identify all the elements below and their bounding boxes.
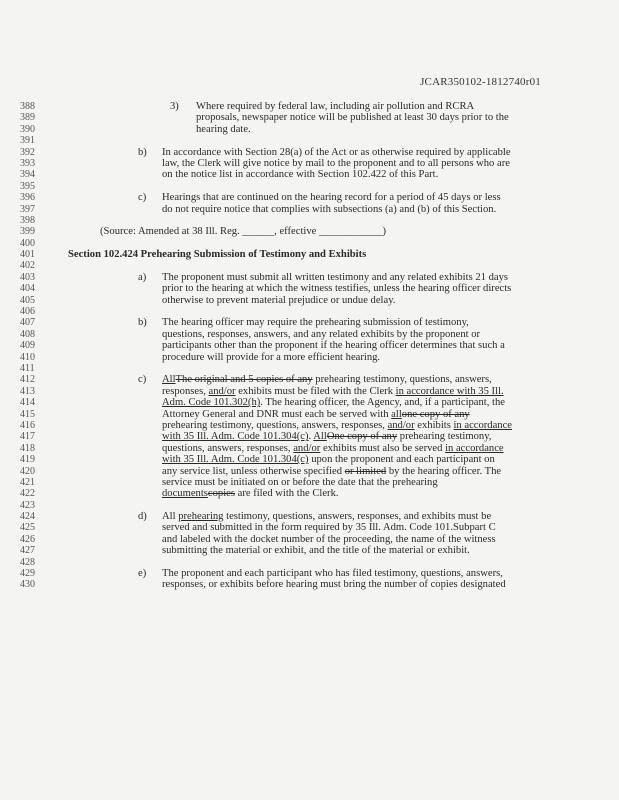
line-text <box>162 147 511 158</box>
text-segment: questions, responses, answers, and any related exhibits by the proponent or <box>162 328 481 340</box>
text-line <box>20 488 600 499</box>
text-segment: responses, or exhibits before hearing must bring the number of copies designated <box>162 579 506 591</box>
text-line <box>20 101 600 112</box>
text-segment: The hearing officer may require the prehearing submission of testimony, <box>162 317 469 329</box>
line-text <box>162 420 512 431</box>
inserted-text: all <box>391 408 402 420</box>
line-number: 395 <box>20 180 35 192</box>
text-line <box>20 579 600 590</box>
line-text <box>162 431 491 442</box>
line-text <box>162 169 438 180</box>
line-text <box>162 295 395 306</box>
text-line <box>20 466 600 477</box>
line-text <box>68 249 366 260</box>
deleted-text: one copy of any <box>401 408 470 420</box>
text-line <box>20 352 600 363</box>
text-line <box>20 158 600 169</box>
line-number: 399 <box>20 226 35 238</box>
inserted-text: and/or <box>293 442 321 454</box>
text-segment: prehearing testimony, questions, answers, <box>312 374 492 386</box>
text-segment: (Source: Amended at 38 Ill. Reg. ______, effective ____________) <box>100 226 387 238</box>
line-number: 414 <box>20 397 35 409</box>
deleted-text: or limited <box>344 465 387 477</box>
inserted-text: in accordance <box>453 419 513 431</box>
line-number: 406 <box>20 306 35 318</box>
text-line <box>20 454 600 465</box>
text-segment: exhibits must also be served <box>320 442 446 454</box>
text-segment: on the notice list in accordance with Section 102.422 of this Part. <box>162 169 439 181</box>
subsection-marker: 3) <box>170 101 179 112</box>
text-segment: testimony, questions, answers, responses, and exhibits must be <box>223 511 492 523</box>
line-number: 418 <box>20 442 35 454</box>
text-line <box>20 238 600 249</box>
line-text <box>162 443 504 454</box>
line-text <box>196 101 474 112</box>
line-number: 397 <box>20 203 35 215</box>
text-segment: . The hearing officer, the Agency, and, if a participant, the <box>260 397 505 409</box>
text-line <box>20 272 600 283</box>
line-number: 415 <box>20 408 35 420</box>
line-number: 388 <box>20 101 35 112</box>
text-line <box>20 169 600 180</box>
text-segment: service must be initiated on or before the date that the prehearing <box>162 476 438 488</box>
text-segment: procedure will provide for a more efficient hearing. <box>162 351 381 363</box>
line-number: 416 <box>20 419 35 431</box>
line-number: 394 <box>20 169 35 181</box>
text-line <box>20 409 600 420</box>
inserted-text: and/or <box>387 419 415 431</box>
text-line <box>20 557 600 568</box>
line-number: 422 <box>20 488 35 500</box>
line-text <box>100 226 386 237</box>
line-number: 412 <box>20 374 35 386</box>
line-number: 401 <box>20 249 35 261</box>
text-segment: prehearing testimony, questions, answers, responses, <box>162 419 388 431</box>
text-line <box>20 112 600 123</box>
subsection-marker: c) <box>138 192 147 204</box>
line-number: 389 <box>20 112 35 124</box>
text-segment: by the hearing officer. The <box>386 465 502 477</box>
text-line <box>20 215 600 226</box>
text-segment: proposals, newspaper notice will be published at least 30 days prior to the <box>196 112 509 124</box>
text-segment: served and submitted in the form required by 35 Ill. Adm. Code 101.Subpart C <box>162 522 496 534</box>
text-line <box>20 283 600 294</box>
deleted-text: The original and 5 copies of any <box>175 374 313 386</box>
line-text <box>162 488 339 499</box>
text-line <box>20 443 600 454</box>
line-text <box>162 579 506 590</box>
line-number: 413 <box>20 385 35 397</box>
inserted-text: in accordance with 35 Ill. <box>395 385 504 397</box>
line-text <box>162 283 511 294</box>
line-number: 425 <box>20 522 35 534</box>
line-text <box>162 352 380 363</box>
line-number: 402 <box>20 260 35 272</box>
text-segment: exhibits <box>414 419 454 431</box>
line-text <box>196 112 509 123</box>
text-line <box>20 431 600 442</box>
deleted-text: copies <box>207 488 235 500</box>
text-line <box>20 329 600 340</box>
text-segment: . <box>308 431 314 443</box>
line-text <box>162 545 470 556</box>
text-line <box>20 363 600 374</box>
inserted-text: and/or <box>208 385 236 397</box>
text-line <box>20 147 600 158</box>
text-segment: law, the Clerk will give notice by mail to the proponent and to all persons who are <box>162 157 510 169</box>
line-text <box>162 454 495 465</box>
text-segment: upon the proponent and each participant on <box>308 454 495 466</box>
text-segment: participants other than the proponent if the hearing officer determines that such a <box>162 340 505 352</box>
line-text <box>162 340 505 351</box>
inserted-text: with 35 Ill. Adm. Code 101.304(c) <box>162 431 309 443</box>
line-number: 430 <box>20 579 35 591</box>
deleted-text: One copy of any <box>326 431 398 443</box>
line-number: 400 <box>20 237 35 249</box>
text-line <box>20 477 600 488</box>
text-line <box>20 226 600 237</box>
text-line <box>20 204 600 215</box>
text-segment: do not require notice that complies with subsections (a) and (b) of this Section. <box>162 203 497 215</box>
text-line <box>20 135 600 146</box>
line-text <box>162 534 496 545</box>
text-segment: otherwise to prevent material prejudice or undue delay. <box>162 294 396 306</box>
line-text <box>162 386 504 397</box>
line-text <box>162 568 503 579</box>
text-line <box>20 181 600 192</box>
line-number: 403 <box>20 271 35 283</box>
line-number: 423 <box>20 499 35 511</box>
line-number: 407 <box>20 317 35 329</box>
text-line <box>20 260 600 271</box>
line-number: 427 <box>20 545 35 557</box>
text-line <box>20 545 600 556</box>
text-segment: submitting the material or exhibit, and the title of the material or exhibit. <box>162 545 470 557</box>
line-text <box>196 124 251 135</box>
line-number: 419 <box>20 454 35 466</box>
text-segment: The proponent must submit all written testimony and any related exhibits 21 days <box>162 271 508 283</box>
line-number: 405 <box>20 294 35 306</box>
line-number: 404 <box>20 283 35 295</box>
text-line <box>20 340 600 351</box>
line-number: 424 <box>20 511 35 523</box>
text-segment: All <box>162 511 179 523</box>
line-number: 428 <box>20 556 35 568</box>
subsection-marker: a) <box>138 271 147 283</box>
subsection-marker: e) <box>138 568 147 580</box>
inserted-text: prehearing <box>178 511 224 523</box>
text-segment: In accordance with Section 28(a) of the Act or as otherwise required by applicable <box>162 146 511 158</box>
line-text <box>162 466 501 477</box>
inserted-text: All <box>162 374 176 386</box>
line-number: 393 <box>20 157 35 169</box>
text-line <box>20 249 600 260</box>
subsection-marker: b) <box>138 146 147 158</box>
line-text <box>162 204 496 215</box>
line-number: 421 <box>20 476 35 488</box>
text-line <box>20 295 600 306</box>
line-text <box>162 158 510 169</box>
text-line <box>20 397 600 408</box>
line-number: 411 <box>20 362 35 374</box>
document-code: JCAR350102-1812740r01 <box>420 76 541 88</box>
text-line <box>20 534 600 545</box>
text-segment: any service list, unless otherwise specified <box>162 465 345 477</box>
text-line <box>20 306 600 317</box>
text-segment: and labeled with the docket number of the proceeding, the name of the witness <box>162 533 496 545</box>
text-segment: Where required by federal law, including air pollution and RCRA <box>196 101 475 112</box>
text-line <box>20 374 600 385</box>
text-line <box>20 522 600 533</box>
line-number: 390 <box>20 123 35 135</box>
line-number: 392 <box>20 146 35 158</box>
section-heading: Section 102.424 Prehearing Submission of Testimony and Exhibits <box>68 249 367 261</box>
line-text <box>162 192 501 203</box>
line-number: 398 <box>20 214 35 226</box>
line-text <box>162 477 438 488</box>
line-number: 409 <box>20 340 35 352</box>
text-segment: Hearings that are continued on the hearing record for a period of 45 days or less <box>162 192 501 204</box>
text-segment: questions, answers, responses, <box>162 442 294 454</box>
text-segment: prior to the hearing at which the witness testifies, unless the hearing officer directs <box>162 283 512 295</box>
inserted-text: documents <box>162 488 208 500</box>
line-number: 417 <box>20 431 35 443</box>
line-text <box>162 409 470 420</box>
text-segment: hearing date. <box>196 123 251 135</box>
text-segment: prehearing testimony, <box>397 431 492 443</box>
line-text <box>162 329 480 340</box>
line-text <box>162 397 505 408</box>
text-line <box>20 317 600 328</box>
text-segment: The proponent and each participant who has filed testimony, questions, answers, <box>162 568 503 580</box>
text-segment: responses, <box>162 385 209 397</box>
text-line <box>20 500 600 511</box>
line-text <box>162 317 469 328</box>
subsection-marker: d) <box>138 511 147 523</box>
subsection-marker: b) <box>138 317 147 329</box>
line-number: 391 <box>20 135 35 147</box>
text-line <box>20 386 600 397</box>
inserted-text: in accordance <box>445 442 504 454</box>
inserted-text: All <box>313 431 327 443</box>
line-number: 429 <box>20 568 35 580</box>
line-text <box>162 511 491 522</box>
line-number: 396 <box>20 192 35 204</box>
subsection-marker: c) <box>138 374 147 386</box>
text-line <box>20 124 600 135</box>
inserted-text: with 35 Ill. Adm. Code 101.304(c) <box>162 454 309 466</box>
text-line <box>20 568 600 579</box>
text-segment: are filed with the Clerk. <box>234 488 339 500</box>
document-body <box>20 101 600 591</box>
text-segment: exhibits must be filed with the Clerk <box>235 385 396 397</box>
text-segment: Attorney General and DNR must each be served with <box>162 408 392 420</box>
text-line <box>20 420 600 431</box>
line-text <box>162 522 496 533</box>
text-line <box>20 192 600 203</box>
line-number: 420 <box>20 465 35 477</box>
line-text <box>162 374 492 385</box>
text-line <box>20 511 600 522</box>
line-number: 408 <box>20 328 35 340</box>
line-number: 410 <box>20 351 35 363</box>
line-number: 426 <box>20 533 35 545</box>
inserted-text: Adm. Code 101.302(h) <box>162 397 261 409</box>
line-text <box>162 272 508 283</box>
